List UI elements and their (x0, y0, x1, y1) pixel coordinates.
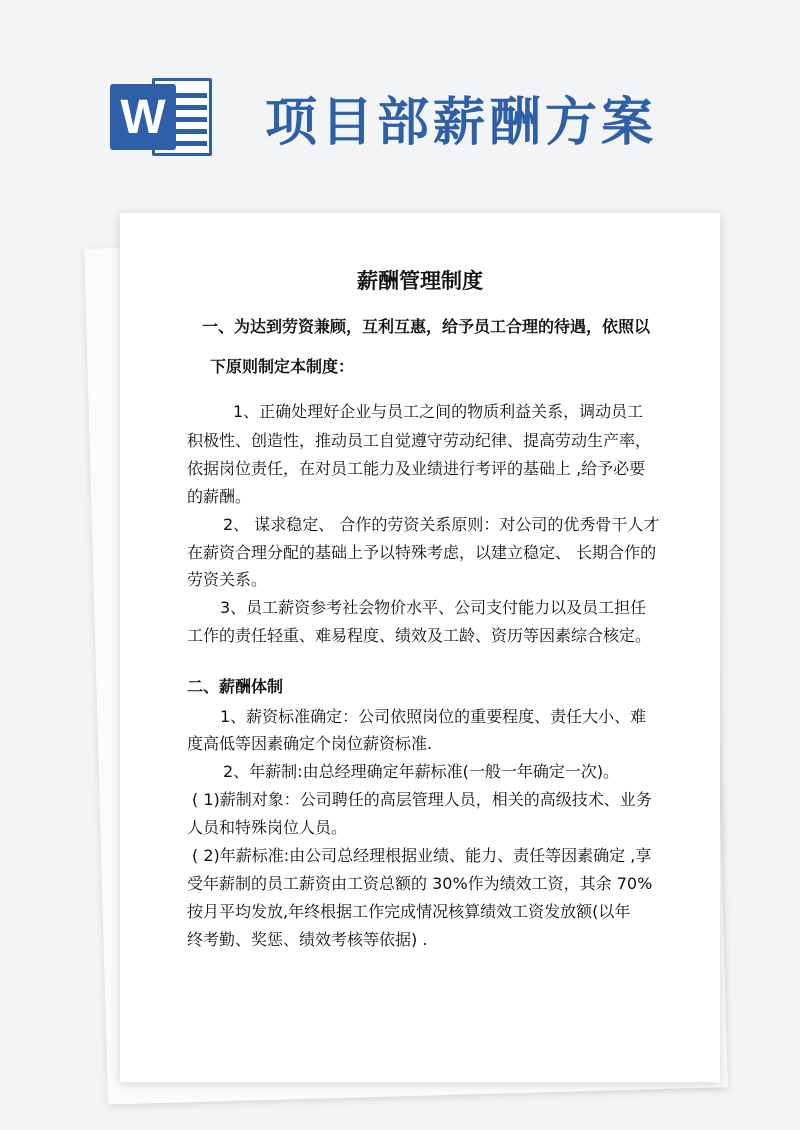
section-2-item-line: 2、年薪制:由总经理确定年薪标准(一般一年确定一次)。 (223, 762, 620, 781)
sub-item-line: ( 1)薪制对象：公司聘任的高层管理人员，相关的高级技术、业务 (192, 790, 652, 809)
sub-item-line: 终考勤、奖惩、绩效考核等依据) . (187, 930, 428, 949)
sub-item-line: ( 2)年薪标准:由公司总经理根据业绩、能力、责任等因素确定 ,享 (192, 846, 652, 865)
intro-line: 一、为达到劳资兼顾，互利互惠，给予员工合理的待遇，依照以 (202, 317, 651, 336)
document-title: 薪酬管理制度 (357, 269, 483, 293)
principle-1-line: 积极性、创造性，推动员工自觉遵守劳动纪律、提高劳动生产率， (187, 431, 652, 450)
intro-line: 下原则制定本制度： (210, 357, 355, 376)
sub-item-line: 受年薪制的员工薪资由工资总额的 30%作为绩效工资，其余 70% (187, 874, 653, 893)
sub-item-line: 按月平均发放,年终根据工作完成情况核算绩效工资发放额(以年 (187, 902, 631, 921)
document-page (120, 213, 720, 1082)
principle-2-line: 2、 谋求稳定、 合作的劳资关系原则：对公司的优秀骨干人才 (223, 515, 660, 534)
header-title: 项目部薪酬方案 (265, 93, 658, 153)
word-document-icon (110, 78, 216, 156)
section-2-heading: 二、薪酬体制 (187, 677, 284, 696)
principle-1-line: 1、正确处理好企业与员工之间的物质利益关系，调动员工 (233, 402, 644, 421)
principle-3-line: 3、员工薪资参考社会物价水平、公司支付能力以及员工担任 (220, 598, 647, 617)
principle-2-line: 劳资关系。 (187, 570, 268, 589)
word-letter-badge: W (110, 84, 176, 150)
sub-item-line: 人员和特殊岗位人员。 (187, 818, 348, 837)
principle-3-line: 工作的责任轻重、难易程度、绩效及工龄、资历等因素综合核定。 (187, 626, 652, 645)
section-2-item-line: 1、薪资标准确定：公司依照岗位的重要程度、责任大小、难 (220, 707, 647, 726)
principle-2-line: 在薪资合理分配的基础上予以特殊考虑，以建立稳定、 长期合作的 (187, 543, 657, 562)
principle-1-line: 的薪酬。 (187, 487, 252, 506)
principle-1-line: 依据岗位责任，在对员工能力及业绩进行考评的基础上 ,给予必要 (187, 459, 646, 478)
header (0, 0, 800, 200)
section-2-item-line: 度高低等因素确定个岗位薪资标准. (187, 734, 433, 753)
